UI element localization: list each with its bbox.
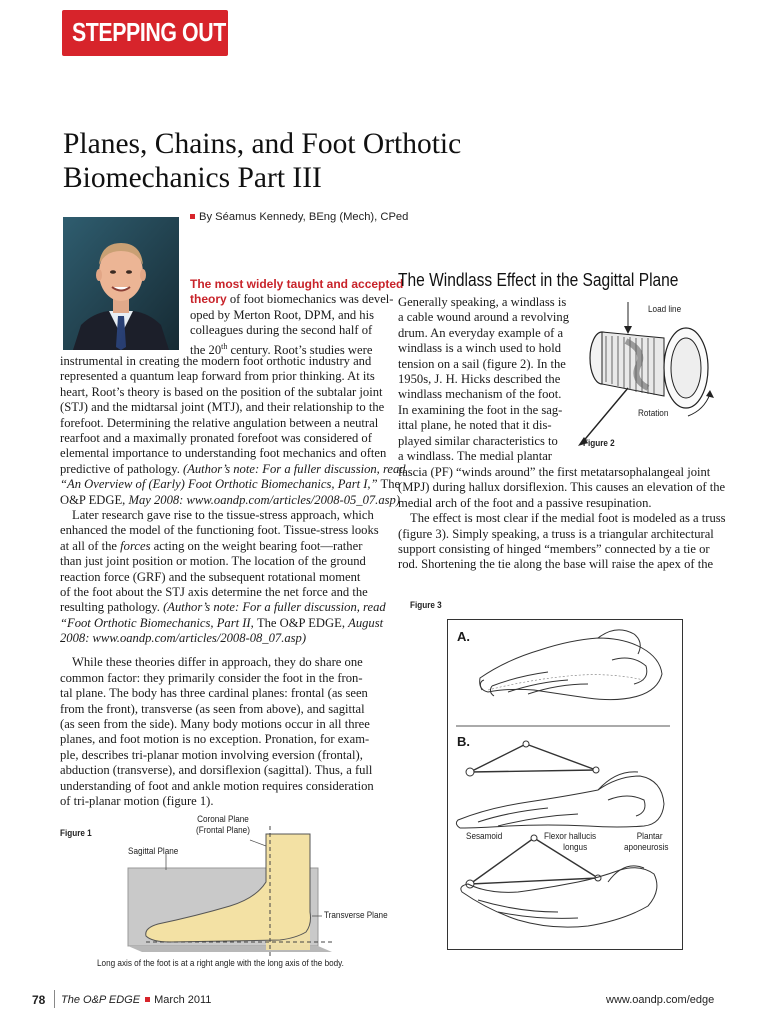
transverse-plane-label: Transverse Plane <box>324 910 388 921</box>
text-line: drum. An everyday example of a <box>398 326 564 340</box>
article-title <box>63 127 583 195</box>
text-line: Later research gave rise to the tissue-stress approach, which <box>72 508 374 522</box>
author-note: (Author’s note: For a fuller discussion, read <box>183 462 406 476</box>
text-line: acting on the weight bearing foot—rather <box>150 539 363 553</box>
text-line: predictive of pathology. <box>60 462 183 476</box>
coronal-label-line-1: Coronal Plane <box>197 814 249 825</box>
author-note: 2008: www.oandp.com/articles/2008-08_07.asp) <box>60 631 307 645</box>
section-banner-label: STEPPING OUT <box>72 17 226 47</box>
text-line: (figure 3). Simply speaking, a truss is a triangular architectural <box>398 527 714 541</box>
figure-3 <box>447 619 683 950</box>
text-line: planes, and foot motion is no exception. Pronation, for exam- <box>60 732 370 746</box>
text-line: O&P EDGE, <box>60 493 129 507</box>
figure-2 <box>576 296 724 454</box>
article-title-line-2: Biomechanics Part III <box>63 162 322 194</box>
figure-2-label: Figure 2 <box>583 438 615 449</box>
coronal-label-line-2: (Frontal Plane) <box>196 825 250 836</box>
truss-model-illustration <box>448 620 682 949</box>
text-line: The <box>377 477 401 491</box>
text-line: played similar characteristics to <box>398 434 558 448</box>
article-title-line-1: Planes, Chains, and Foot Orthotic <box>63 128 462 160</box>
load-line-label: Load line <box>648 304 682 315</box>
text-line: windlass is a winch used to hold <box>398 341 562 355</box>
text-line: at all of the <box>60 539 121 553</box>
text-line: reaction force (GRF) and the subsequent rotational moment <box>60 570 361 584</box>
panel-b-label: B. <box>457 734 470 749</box>
text-line: the 20 <box>190 343 222 358</box>
text-line: of foot biomechanics was devel- <box>226 292 394 306</box>
flexor-hallucis-label <box>544 831 596 853</box>
section-heading: The Windlass Effect in the Sagittal Plane <box>398 269 679 290</box>
coronal-plane-label <box>196 814 250 836</box>
rotation-label: Rotation <box>638 408 669 419</box>
text-line: than just joint position or motion. The location of the ground <box>60 554 366 568</box>
author-note: August <box>348 616 384 630</box>
text-line: common factor: they primarily consider the foot in the fron- <box>60 671 363 685</box>
plantar-label-line-2: aponeurosis <box>624 842 669 853</box>
text-line: of the foot about the STJ axis determine the net force and the <box>60 585 368 599</box>
text-line: understanding of foot and ankle motion requires consideration <box>60 779 374 793</box>
author-note: “An Overview of (Early) Foot Orthotic Biomechanics, Part I,” <box>60 477 378 491</box>
text-line: heart, Root’s theory is based on the position of the subtalar joint <box>60 385 383 399</box>
text-line: a cable wound around a revolving <box>398 310 570 324</box>
text-line: resulting pathology. <box>60 600 164 614</box>
text-line: (as seen from the side). Many body motions occur in all three <box>60 717 370 731</box>
text-line: rearfoot and a maximally pronated forefoot was considered of <box>60 431 372 445</box>
superscript: th <box>221 342 228 351</box>
text-line: (MPJ) during hallux dorsiflexion. This causes an elevation of the <box>398 480 726 494</box>
text-line: century. Root’s studies were <box>227 343 373 358</box>
plantar-aponeurosis-label <box>624 831 668 853</box>
footer-divider <box>54 990 55 1008</box>
panel-a-label: A. <box>457 629 470 644</box>
text-line: While these theories differ in approach, they do share one <box>72 655 363 669</box>
anatomical-planes-foot-illustration <box>100 812 400 972</box>
flexor-label-line-1: Flexor hallucis <box>544 831 597 842</box>
figure-1-caption: Long axis of the foot is at a right angle with the long axis of the body. <box>97 958 344 969</box>
text-line: instrumental in creating the modern foot orthotic industry and <box>60 354 372 368</box>
sagittal-plane-label: Sagittal Plane <box>128 846 179 857</box>
footer-publication <box>61 994 211 1006</box>
text-line: tal plane. The body has three cardinal planes: frontal (as seen <box>60 686 368 700</box>
plantar-label-line-1: Plantar <box>636 831 663 842</box>
text-line: ple, describes tri-planar motion involving eversion (frontal), <box>60 748 363 762</box>
text-line: (STJ) and the midtarsal joint (MTJ), and their relationship to the <box>60 400 385 414</box>
text-line: colleagues during the second half of <box>190 323 373 337</box>
issue-date: March 2011 <box>154 994 212 1006</box>
byline-text: By Séamus Kennedy, BEng (Mech), CPed <box>199 211 409 223</box>
article-column-2-narrow <box>398 295 570 475</box>
bullet-square-icon <box>145 997 150 1002</box>
text-line: windlass mechanism of the foot. <box>398 387 562 401</box>
article-column-2-wide <box>398 465 724 585</box>
text-line: In examining the foot in the sag- <box>398 403 563 417</box>
text-line: oped by Merton Root, DPM, and his <box>190 308 375 322</box>
byline <box>190 211 408 223</box>
text-line: forefoot. Determining the relative angulation between a neutral <box>60 416 379 430</box>
text-line: a windlass. The medial plantar <box>398 449 552 463</box>
publication-name: The O&P EDGE <box>61 994 141 1006</box>
text-line: medial arch of the foot and a passive resupination. <box>398 496 652 510</box>
text-line: The effect is most clear if the medial foot is modeled as a truss <box>410 511 726 525</box>
text-line: Generally speaking, a windlass is <box>398 295 567 309</box>
text-line: rod. Shortening the tie along the base will raise the apex of the <box>398 557 714 571</box>
footer-url[interactable]: www.oandp.com/edge <box>606 994 715 1006</box>
text-line: fascia (PF) “winds around” the first metatarsophalangeal joint <box>398 465 711 479</box>
emphasis: forces <box>120 539 151 553</box>
sesamoid-label: Sesamoid <box>466 831 503 842</box>
article-column-1 <box>60 277 406 817</box>
lead-in-text-2: theory <box>190 292 227 306</box>
author-note: (Author’s note: For a fuller discussion, read <box>163 600 386 614</box>
text-line: tension on a sail (figure 2). In the <box>398 357 566 371</box>
author-note: “Foot Orthotic Biomechanics, Part II, <box>60 616 257 630</box>
bullet-square-icon <box>190 214 195 219</box>
figure-1-label: Figure 1 <box>60 828 92 839</box>
figure-3-label: Figure 3 <box>410 600 442 611</box>
text-line: elemental importance to understanding foot mechanics and often <box>60 446 387 460</box>
text-line: from the front), transverse (as seen from above), and sagittal <box>60 702 365 716</box>
text-line: of tri-planar motion (figure 1). <box>60 794 214 808</box>
flexor-label-line-2: longus <box>563 842 588 853</box>
text-line: ittal plane, he noted that it dis- <box>398 418 552 432</box>
text-line: 1950s, J. H. Hicks described the <box>398 372 561 386</box>
windlass-drum-illustration <box>576 296 724 446</box>
text-line: enhanced the model of the functioning foot. Tissue-stress looks <box>60 523 379 537</box>
text-line: represented a quantum leap forward from prior thinking. At its <box>60 369 375 383</box>
figure-1 <box>100 812 400 972</box>
author-note: May 2008: www.oandp.com/articles/2008-05_07.asp) <box>128 493 401 507</box>
text-line: support consisting of hinged “members” connected by a tie or <box>398 542 710 556</box>
text-line: abduction (transverse), and dorsiflexion (sagittal). Thus, a full <box>60 763 373 777</box>
text-line: The O&P EDGE, <box>256 616 349 630</box>
lead-in-text: The most widely taught and accepted <box>190 277 404 291</box>
page-number: 78 <box>32 993 46 1007</box>
